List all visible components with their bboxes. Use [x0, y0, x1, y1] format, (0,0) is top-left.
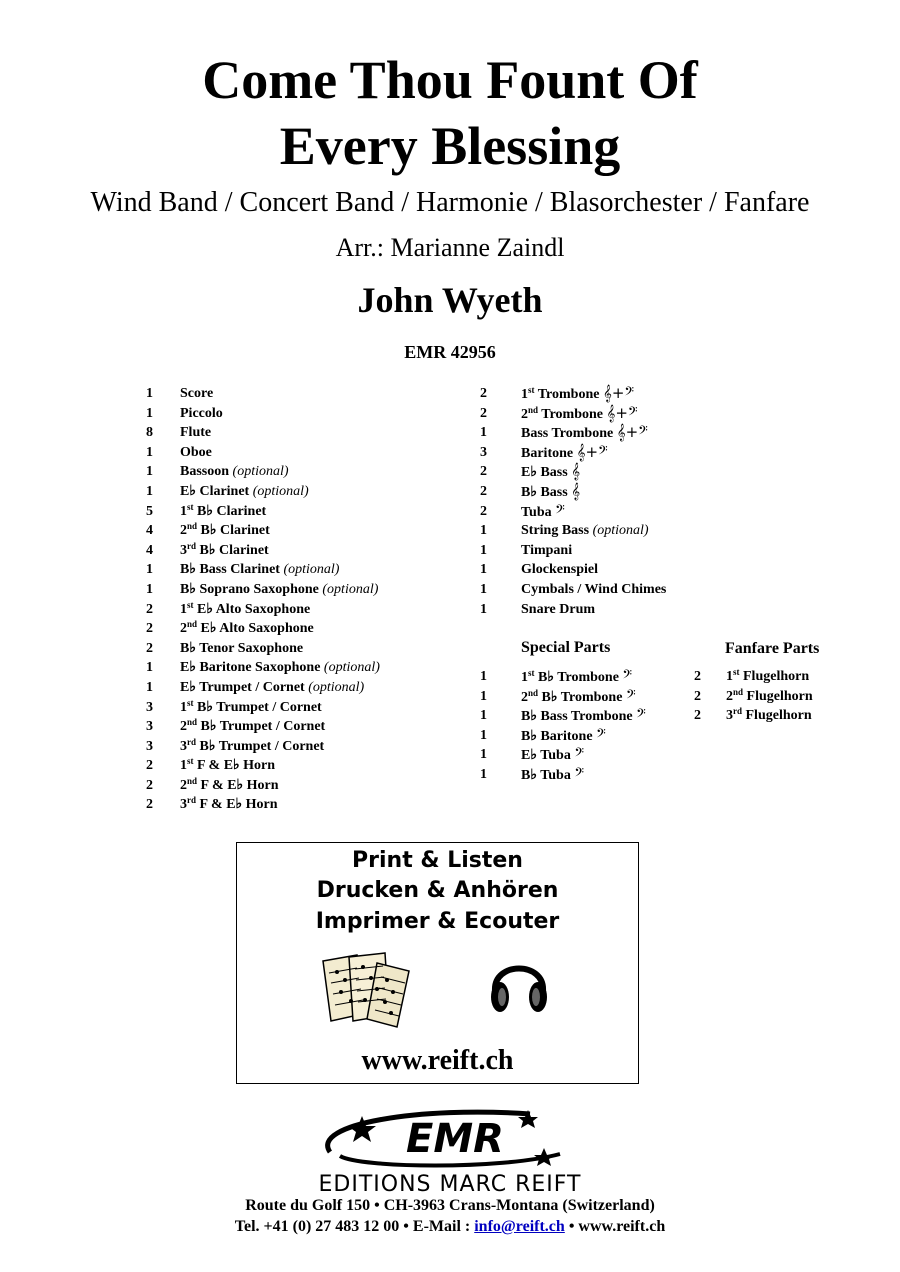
part-name [180, 541, 269, 561]
part-row [146, 776, 446, 796]
part-instrument: Bass Trombone [521, 426, 614, 442]
part-ordinal-suffix: rd [187, 540, 196, 551]
clef-icon: 𝄞+𝄢 [616, 423, 648, 442]
part-instrument: Bass Clarinet [199, 562, 280, 578]
part-name [521, 443, 608, 464]
part-quantity: 2 [480, 386, 487, 401]
part-name [726, 706, 812, 726]
fanfare-parts-heading: Fanfare Parts [725, 640, 820, 657]
part-key: B♭ [180, 581, 196, 597]
part-quantity: 1 [480, 523, 487, 539]
part-ordinal: 2 [726, 688, 733, 704]
part-name [180, 482, 309, 502]
part-quantity: 1 [146, 386, 153, 401]
part-optional: (optional) [323, 660, 380, 676]
part-name [180, 658, 380, 678]
clef-icon: 𝄢 [596, 725, 606, 744]
part-instrument: Clarinet [216, 503, 267, 519]
logo-text: EMR [406, 1116, 504, 1162]
part-instrument: Score [180, 386, 214, 401]
part-row [480, 726, 680, 746]
part-ordinal-suffix: nd [187, 619, 198, 630]
part-optional: (optional) [232, 464, 289, 480]
part-name [521, 706, 646, 727]
part-instrument: Glockenspiel [521, 562, 599, 578]
part-quantity: 1 [146, 679, 153, 695]
part-quantity: 2 [480, 405, 487, 421]
part-instrument: Timpani [521, 542, 573, 558]
website-footer[interactable]: • www.reift.ch [564, 1218, 666, 1235]
part-instrument: Flute [180, 425, 212, 441]
part-quantity: 3 [146, 719, 153, 735]
part-key: B♭ [200, 719, 217, 735]
part-instrument: Clarinet [199, 483, 250, 499]
subtitle: Wind Band / Concert Band / Harmonie / Blasorchester / Fanfare [90, 187, 810, 218]
part-name [180, 443, 212, 463]
part-row [480, 687, 680, 707]
part-key: B♭ [521, 709, 537, 725]
part-instrument: Piccolo [180, 405, 223, 421]
part-ordinal: 1 [521, 387, 528, 402]
part-row [146, 560, 446, 580]
part-optional: (optional) [308, 679, 365, 695]
part-instrument: String Bass [521, 523, 590, 539]
part-name [726, 667, 809, 687]
part-ordinal-suffix: rd [187, 795, 196, 806]
clef-icon: 𝄢 [622, 667, 633, 685]
part-optional: (optional) [252, 483, 309, 499]
part-name [180, 619, 314, 639]
part-instrument: Trumpet / Cornet [219, 719, 326, 735]
part-name [521, 404, 638, 425]
part-row [146, 698, 446, 718]
part-ordinal-suffix: nd [528, 404, 539, 415]
part-instrument: Trombone [560, 689, 623, 705]
part-row [146, 482, 446, 502]
promo-line-2: Drucken & Anhören [316, 878, 559, 903]
title-line-2: Every Blessing [279, 116, 621, 176]
special-parts-list [480, 667, 680, 785]
composer: John Wyeth [357, 280, 543, 320]
clef-icon: 𝄢 [636, 706, 646, 725]
fanfare-parts-list [694, 667, 854, 726]
part-ordinal-suffix: st [187, 756, 194, 767]
part-name [180, 462, 289, 482]
part-ordinal-suffix: st [187, 599, 194, 610]
part-key: E♭ [180, 660, 196, 676]
part-instrument: Cymbals / Wind Chimes [521, 581, 667, 597]
part-name [180, 384, 213, 404]
part-name [521, 482, 580, 503]
part-quantity: 4 [146, 523, 153, 539]
part-key: F & E♭ [200, 777, 244, 793]
part-key: B♭ [538, 670, 554, 685]
part-ordinal: 3 [726, 708, 733, 724]
part-instrument: Bass Trombone [540, 709, 633, 725]
part-row [480, 462, 720, 482]
part-ordinal-suffix: rd [187, 736, 196, 747]
part-instrument: Soprano Saxophone [199, 581, 319, 597]
part-row [480, 423, 720, 443]
part-key: F & E♭ [197, 758, 240, 774]
part-ordinal: 3 [180, 738, 187, 754]
arranger: Arr.: Marianne Zaindl [335, 233, 565, 262]
part-ordinal-suffix: nd [187, 521, 198, 532]
telephone: Tel. +41 (0) 27 483 12 00 • E-Mail : [234, 1218, 475, 1235]
part-row [146, 443, 446, 463]
part-ordinal-suffix: st [187, 501, 194, 512]
part-row [480, 745, 680, 765]
part-row [146, 423, 446, 443]
part-ordinal: 1 [726, 669, 733, 684]
part-instrument: Bass [540, 484, 568, 500]
part-ordinal-suffix: nd [187, 717, 198, 728]
part-row [146, 404, 446, 424]
part-key: B♭ [199, 738, 216, 754]
part-instrument: Tuba [540, 767, 571, 783]
part-key: E♭ [180, 679, 196, 695]
part-key: B♭ [200, 523, 217, 539]
part-instrument: Trombone [557, 670, 619, 685]
part-row [146, 658, 446, 678]
part-instrument: Oboe [180, 444, 212, 460]
part-quantity: 1 [146, 581, 153, 597]
part-quantity: 3 [480, 444, 487, 460]
part-ordinal-suffix: st [187, 697, 194, 708]
part-instrument: Flugelhorn [746, 688, 813, 704]
address: Route du Golf 150 • CH-3963 Crans-Montana (Switzerland) [245, 1197, 655, 1214]
part-instrument: Trombone [541, 406, 603, 422]
promo-line-1: Print & Listen [352, 848, 523, 873]
part-row [694, 687, 854, 707]
print-listen-box [236, 842, 639, 1084]
part-quantity: 1 [480, 766, 487, 782]
part-key: E♭ [521, 465, 537, 481]
part-key: E♭ [197, 601, 213, 617]
part-ordinal-suffix: st [733, 667, 740, 677]
part-name [180, 502, 266, 522]
part-row [146, 795, 446, 815]
part-ordinal: 1 [180, 503, 187, 519]
part-quantity: 2 [480, 483, 487, 499]
part-row [694, 706, 854, 726]
part-key: B♭ [521, 484, 537, 500]
part-name [180, 737, 324, 757]
part-instrument: Alto Saxophone [219, 621, 314, 637]
part-instrument: Trumpet / Cornet [216, 699, 322, 715]
part-name [521, 521, 649, 541]
part-instrument: Tuba [540, 748, 571, 764]
publisher-name: EDITIONS MARC REIFT [318, 1172, 582, 1197]
part-name [726, 687, 813, 707]
sheet-music-icon [319, 951, 419, 1029]
part-name [180, 776, 279, 796]
part-quantity: 4 [146, 542, 153, 558]
clef-icon: 𝄢 [625, 686, 636, 705]
website-link[interactable]: www.reift.ch [361, 1045, 514, 1076]
part-name [180, 756, 275, 776]
clef-icon: 𝄞+𝄢 [602, 384, 635, 402]
part-key: B♭ [199, 542, 216, 558]
contact-line [0, 1218, 900, 1236]
part-row [146, 502, 446, 522]
part-ordinal: 3 [180, 797, 187, 813]
part-row [480, 404, 720, 424]
part-name [521, 560, 598, 580]
part-name [180, 717, 325, 737]
part-ordinal: 2 [180, 621, 187, 637]
part-quantity: 1 [146, 405, 153, 421]
part-key: F & E♭ [199, 797, 243, 813]
part-row [146, 580, 446, 600]
part-instrument: Tenor Saxophone [199, 640, 304, 656]
part-ordinal-suffix: rd [733, 706, 742, 717]
part-optional: (optional) [283, 562, 340, 578]
part-row [146, 521, 446, 541]
clef-icon: 𝄢 [555, 501, 565, 520]
part-row [480, 384, 720, 404]
part-instrument: Clarinet [219, 523, 270, 539]
part-key: B♭ [197, 503, 213, 519]
clef-icon: 𝄞 [571, 481, 581, 500]
part-quantity: 1 [480, 425, 487, 441]
part-instrument: Flugelhorn [745, 708, 812, 724]
catalog-number: EMR 42956 [404, 342, 496, 362]
part-optional: (optional) [322, 581, 379, 597]
part-name [521, 384, 634, 405]
part-quantity: 1 [480, 542, 487, 558]
part-quantity: 1 [146, 483, 153, 499]
part-name [521, 541, 572, 561]
part-name [180, 639, 303, 659]
part-instrument: Bass [540, 465, 568, 481]
part-name [521, 667, 632, 688]
part-instrument: Baritone [540, 728, 593, 744]
part-quantity: 1 [146, 444, 153, 460]
part-row [480, 443, 720, 463]
part-ordinal: 2 [180, 777, 187, 793]
part-row [146, 384, 446, 404]
part-row [480, 560, 720, 580]
part-ordinal: 3 [180, 542, 187, 558]
part-ordinal: 2 [180, 719, 187, 735]
part-name [180, 423, 211, 443]
part-row [146, 737, 446, 757]
headphones-icon [487, 951, 551, 1017]
clef-icon: 𝄢 [574, 764, 584, 783]
clef-icon: 𝄞+𝄢 [606, 403, 638, 422]
part-name [521, 580, 666, 600]
part-quantity: 1 [480, 581, 487, 597]
part-ordinal: 1 [180, 758, 187, 774]
part-name [521, 600, 595, 620]
part-quantity: 2 [480, 464, 487, 480]
part-ordinal-suffix: nd [733, 686, 744, 697]
part-quantity: 2 [146, 777, 153, 793]
part-quantity: 8 [146, 425, 153, 441]
part-quantity: 3 [146, 738, 153, 754]
part-ordinal-suffix: st [528, 668, 535, 678]
part-name [180, 678, 364, 698]
part-quantity: 2 [694, 669, 701, 684]
part-quantity: 2 [146, 621, 153, 637]
part-name [180, 404, 223, 424]
clef-icon: 𝄢 [574, 745, 584, 764]
part-quantity: 1 [146, 562, 153, 578]
part-optional: (optional) [592, 523, 649, 539]
part-row [480, 482, 720, 502]
part-row [480, 706, 680, 726]
parts-list-left [146, 384, 446, 815]
part-row [146, 619, 446, 639]
part-quantity: 2 [146, 797, 153, 813]
part-row [146, 678, 446, 698]
part-quantity: 3 [146, 699, 153, 715]
part-instrument: Snare Drum [521, 601, 596, 617]
part-instrument: Clarinet [218, 542, 269, 558]
part-ordinal: 1 [521, 670, 528, 685]
part-name [180, 795, 278, 815]
part-name [521, 462, 580, 483]
part-instrument: Flugelhorn [743, 669, 810, 684]
part-quantity: 1 [480, 562, 487, 578]
part-instrument: Bassoon [180, 464, 230, 480]
part-quantity: 2 [694, 688, 701, 704]
part-row [480, 600, 720, 620]
special-parts-heading: Special Parts [521, 639, 611, 656]
title-line-1: Come Thou Fount Of [202, 50, 698, 110]
part-instrument: Tuba [521, 504, 552, 520]
part-instrument: Horn [246, 777, 279, 793]
part-row [146, 756, 446, 776]
part-ordinal: 2 [521, 406, 528, 422]
clef-icon: 𝄞+𝄢 [576, 442, 608, 461]
part-row [146, 717, 446, 737]
part-row [480, 667, 680, 687]
part-key: B♭ [521, 728, 537, 744]
part-row [480, 521, 720, 541]
part-name [180, 560, 339, 580]
part-quantity: 1 [146, 464, 153, 480]
clef-icon: 𝄞 [571, 462, 581, 481]
part-ordinal-suffix: st [528, 385, 535, 395]
part-quantity: 1 [480, 601, 487, 617]
part-quantity: 2 [694, 708, 701, 724]
part-name [521, 745, 584, 766]
email-link[interactable]: info@reift.ch [474, 1218, 565, 1235]
part-name [521, 502, 565, 523]
part-name [521, 726, 606, 747]
part-row [146, 600, 446, 620]
part-instrument: Baritone [521, 445, 574, 461]
part-row [694, 667, 854, 687]
part-quantity: 1 [480, 669, 487, 684]
part-quantity: 1 [480, 708, 487, 724]
part-quantity: 1 [480, 747, 487, 763]
part-key: B♭ [197, 699, 213, 715]
part-quantity: 2 [146, 758, 153, 774]
part-instrument: Horn [243, 758, 276, 774]
part-name [521, 423, 648, 444]
part-key: E♭ [521, 748, 537, 764]
part-key: E♭ [180, 483, 196, 499]
part-ordinal: 1 [180, 601, 187, 617]
part-row [146, 541, 446, 561]
parts-list-right [480, 384, 720, 619]
part-key: B♭ [180, 562, 196, 578]
part-key: B♭ [180, 640, 196, 656]
part-name [180, 580, 378, 600]
part-ordinal: 1 [180, 699, 187, 715]
part-name [180, 521, 270, 541]
part-name [521, 765, 584, 786]
part-row [480, 580, 720, 600]
part-quantity: 5 [146, 503, 153, 519]
part-name [521, 687, 636, 708]
emr-logo [300, 1104, 600, 1174]
part-ordinal: 2 [521, 689, 528, 705]
part-quantity: 1 [146, 660, 153, 676]
part-instrument: Alto Saxophone [215, 601, 311, 617]
part-ordinal-suffix: nd [528, 687, 539, 698]
part-quantity: 1 [480, 688, 487, 704]
promo-line-3: Imprimer & Ecouter [315, 909, 560, 934]
part-key: B♭ [541, 689, 558, 705]
part-instrument: Trumpet / Cornet [218, 738, 325, 754]
part-quantity: 2 [146, 601, 153, 617]
part-quantity: 2 [480, 503, 487, 519]
part-key: B♭ [521, 767, 537, 783]
part-row [146, 639, 446, 659]
part-instrument: Baritone Saxophone [199, 660, 321, 676]
part-row [480, 541, 720, 561]
part-row [480, 502, 720, 522]
part-quantity: 1 [480, 727, 487, 743]
part-row [146, 462, 446, 482]
part-instrument: Horn [245, 797, 278, 813]
part-name [180, 600, 310, 620]
part-ordinal-suffix: nd [187, 775, 198, 786]
part-ordinal: 2 [180, 523, 187, 539]
part-name [180, 698, 322, 718]
part-instrument: Trumpet / Cornet [199, 679, 305, 695]
part-row [480, 765, 680, 785]
part-quantity: 2 [146, 640, 153, 656]
part-instrument: Trombone [537, 387, 600, 402]
part-key: E♭ [200, 621, 217, 637]
